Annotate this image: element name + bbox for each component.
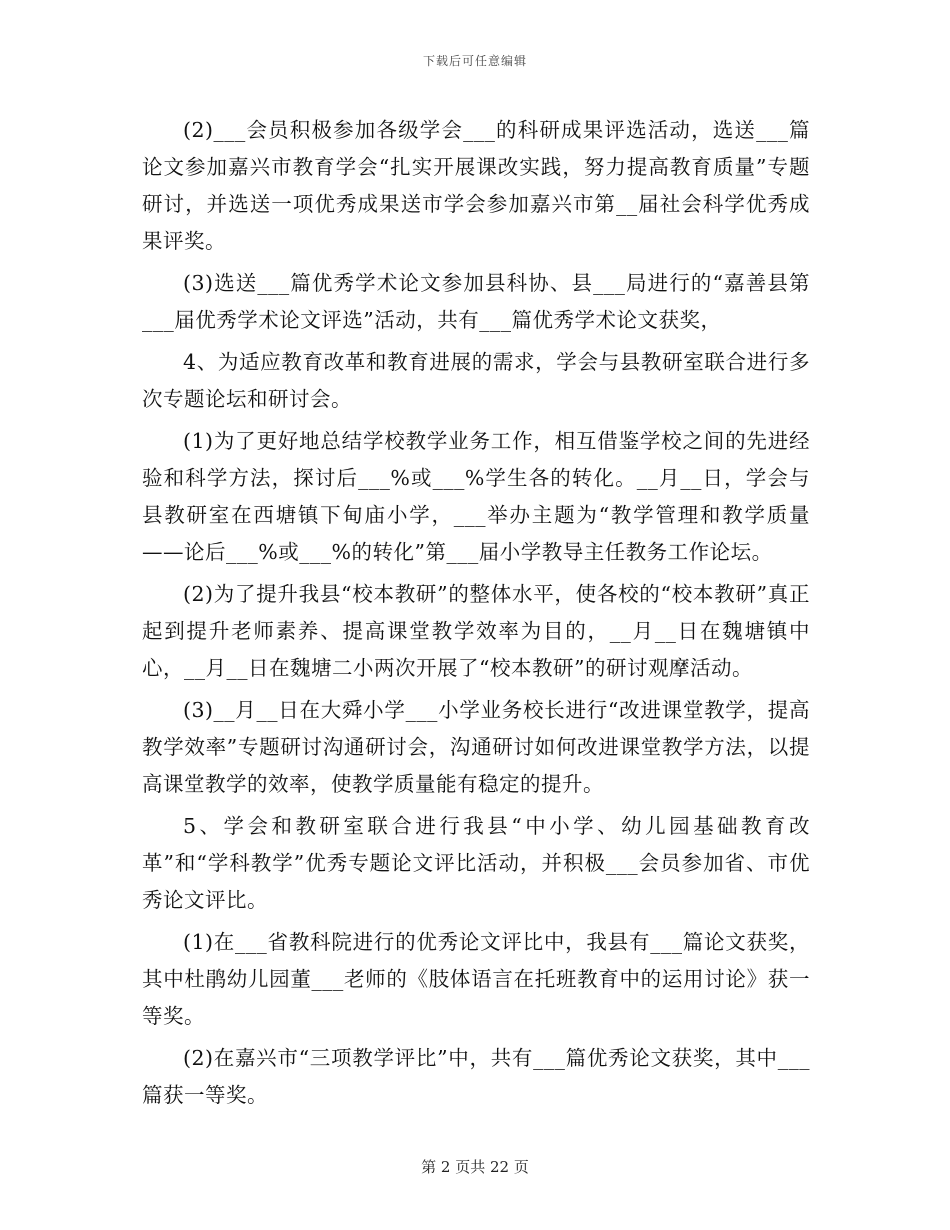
paragraph: 4、为适应教育改革和教育进展的需求，学会与县教研室联合进行多次专题论坛和研讨会。 xyxy=(142,350,810,411)
paragraph: (2)为了提升我县“校本教研”的整体水平，使各校的“校本教研”真正起到提升老师素养、提高课堂教学效率为目的，__月__日在魏塘镇中心，__月__日在魏塘二小两次开展了“校本教研”的研讨观摩活动。 xyxy=(142,582,810,680)
document-body xyxy=(142,112,810,1119)
paragraph: (3)__月__日在大舜小学___小学业务校长进行“改进课堂教学，提高教学效率”专题研讨沟通研讨会，沟通研讨如何改进课堂教学方法，以提高课堂教学的效率，使教学质量能有稳定的提升。 xyxy=(142,698,810,796)
paragraph: (1)为了更好地总结学校教学业务工作，相互借鉴学校之间的先进经验和科学方法，探讨后___%或___%学生各的转化。__月__日，学会与县教研室在西塘镇下甸庙小学，___举办主题为“教学管理和教学质量——论后___%或___%的转化”第___届小学教导主任教务工作论坛。 xyxy=(142,429,810,564)
page-header: 下载后可任意编辑 xyxy=(422,54,527,68)
paragraph: (2)在嘉兴市“三项教学评比”中，共有___篇优秀论文获奖，其中___篇获一等奖。 xyxy=(142,1046,810,1107)
paragraph: 5、学会和教研室联合进行我县“中小学、幼儿园基础教育改革”和“学科教学”优秀专题论文评比活动，并积极___会员参加省、市优秀论文评比。 xyxy=(142,814,810,912)
paragraph: (1)在___省教科院进行的优秀论文评比中，我县有___篇论文获奖，其中杜鹃幼儿园董___老师的《肢体语言在托班教育中的运用讨论》获一等奖。 xyxy=(142,930,810,1028)
page-number-footer: 第 2 页共 22 页 xyxy=(421,1158,529,1176)
paragraph: (2)___会员积极参加各级学会___的科研成果评选活动，选送___篇论文参加嘉兴市教育学会“扎实开展课改实践，努力提高教育质量”专题研讨，并选送一项优秀成果送市学会参加嘉兴市第__届社会科学优秀成果评奖。 xyxy=(142,118,810,253)
paragraph: (3)选送___篇优秀学术论文参加县科协、县___局进行的“嘉善县第___届优秀学术论文评选”活动，共有___篇优秀学术论文获奖， xyxy=(142,271,810,332)
